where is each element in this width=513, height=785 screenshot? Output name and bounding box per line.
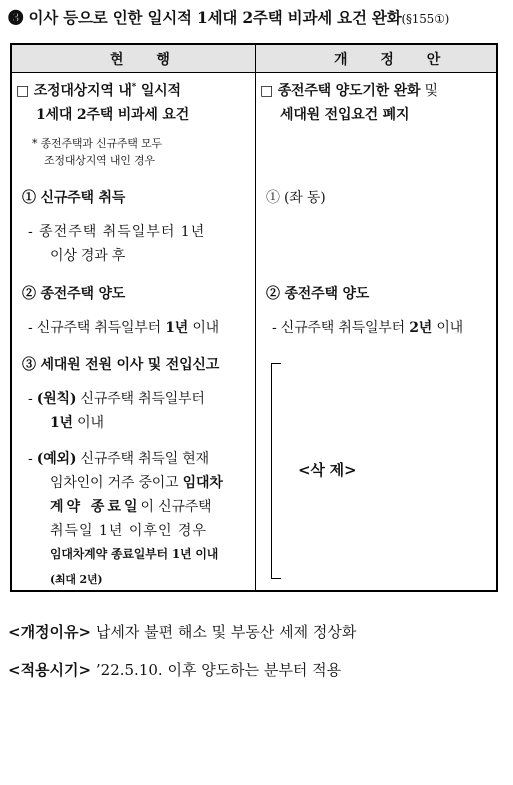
left-step3-title: ③ 세대원 전원 이사 및 전입신고 bbox=[22, 357, 220, 373]
apply-label: <적용시기> bbox=[8, 661, 92, 679]
table-header bbox=[12, 45, 496, 73]
apply-line bbox=[8, 659, 341, 680]
law-reference: (§155①) bbox=[401, 12, 450, 26]
right-box-title-line2: 세대원 전입요건 폐지 bbox=[280, 107, 410, 123]
left-step1-line1: - 종전주택 취득일부터 1년 bbox=[28, 224, 206, 240]
right-step2-line1: - 신규주택 취득일부터 2년 이내 bbox=[272, 320, 463, 336]
left-exception-line3: 계약 종료일이 신규주택 bbox=[50, 499, 212, 515]
left-principle-line1: - (원칙) 신규주택 취득일부터 bbox=[28, 391, 205, 407]
deleted-bracket bbox=[271, 363, 281, 579]
section-title bbox=[8, 6, 508, 28]
left-step2-line1: - 신규주택 취득일부터 1년 이내 bbox=[28, 320, 219, 336]
left-exception-line6: (최대 2년) bbox=[50, 573, 103, 586]
right-step2-title: ② 종전주택 양도 bbox=[266, 286, 370, 302]
left-exception-line1: - (예외) 신규주택 취득일 현재 bbox=[28, 451, 209, 467]
right-step1-same: ① (좌 동) bbox=[266, 190, 326, 206]
reason-label: <개정이유> bbox=[8, 623, 92, 641]
left-step1-title: ① 신규주택 취득 bbox=[22, 190, 126, 206]
section-title-text: ❸ 이사 등으로 인한 일시적 1세대 2주택 비과세 요건 완화 bbox=[8, 8, 402, 27]
right-box-title-line1: □ 종전주택 양도기한 완화 및 bbox=[260, 83, 438, 99]
left-box-title-line2: 1세대 2주택 비과세 요건 bbox=[36, 107, 190, 123]
apply-text: ’22.5.10. 이후 양도하는 분부터 적용 bbox=[95, 661, 342, 679]
header-revised: 개 정 안 bbox=[334, 52, 455, 68]
left-exception-line5: 임대차계약 종료일부터 1년 이내 bbox=[50, 547, 219, 561]
reason-line bbox=[8, 621, 356, 642]
header-current: 현 행 bbox=[110, 52, 184, 68]
left-principle-line2: 1년 이내 bbox=[50, 415, 104, 431]
left-exception-line4: 취득일 1년 이후인 경우 bbox=[50, 523, 207, 539]
left-step1-line2: 이상 경과 후 bbox=[50, 248, 126, 264]
comparison-table bbox=[10, 43, 498, 592]
reason-text: 납세자 불편 해소 및 부동산 세제 정상화 bbox=[95, 623, 357, 641]
column-divider bbox=[255, 45, 256, 590]
left-step2-title: ② 종전주택 양도 bbox=[22, 286, 126, 302]
left-footnote-line1: * 종전주택과 신규주택 모두 bbox=[32, 137, 162, 150]
right-deleted-label: <삭 제> bbox=[298, 461, 357, 479]
left-footnote-line2: 조정대상지역 내인 경우 bbox=[44, 154, 155, 167]
left-box-title-line1: □ 조정대상지역 내* 일시적 bbox=[16, 82, 181, 99]
left-exception-line2: 임차인이 거주 중이고 임대차 bbox=[50, 475, 223, 491]
